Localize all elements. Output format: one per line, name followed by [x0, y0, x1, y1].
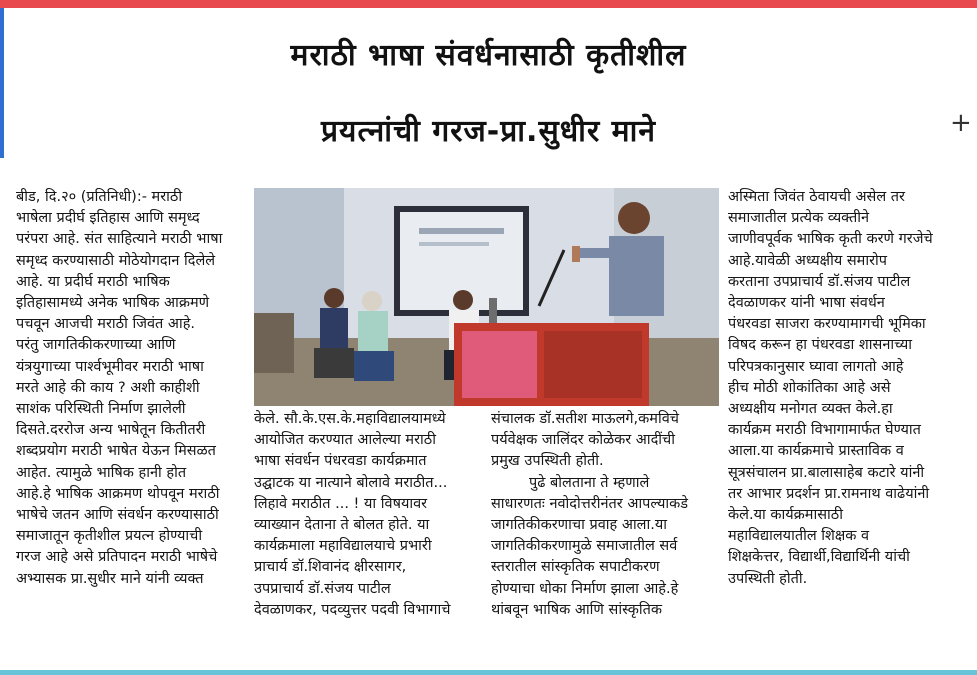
headline-line-2: प्रयत्नांची गरज-प्रा.सुधीर माने	[320, 114, 657, 149]
text-line: आहे. या प्रदीर्घ मराठी भाषिक	[16, 273, 170, 290]
text-line: भाषा संवर्धन पंधरवडा कार्यक्रमात	[254, 453, 427, 470]
text-line: प्रमुख उपस्थिती होती.	[491, 453, 604, 470]
text-line: प्राचार्य डॉ.शिवानंद क्षीरसागर,	[254, 559, 407, 576]
article-column-2	[254, 409, 487, 662]
text-line: देवळाणकर, पदव्युत्तर पदवी विभागाचे	[254, 601, 451, 618]
text-line: पर्यवेक्षक जालिंदर कोळेकर आदींची	[491, 432, 676, 449]
text-line: थांबवून भाषिक आणि सांस्कृतिक	[491, 601, 663, 618]
plus-icon: +	[950, 108, 972, 138]
text-line: महाविद्यालयातील शिक्षक व	[728, 528, 870, 545]
text-line: शब्दप्रयोग मराठी भाषेत येऊन मिसळत	[16, 443, 216, 460]
event-photo-illustration	[254, 188, 719, 406]
text-line: अस्मिता जिवंत ठेवायची असेल तर	[728, 189, 905, 205]
text-line: पंधरवडा साजरा करण्यामागची भूमिका	[728, 316, 926, 333]
text-line: भाषेचे जतन आणि संवर्धन करण्यासाठी	[16, 507, 219, 524]
text-line: दिसते.दररोज अन्य भाषेतून कितीतरी	[16, 422, 206, 439]
article-column-4	[728, 187, 960, 662]
text-line: भाषेला प्रदीर्घ इतिहास आणि समृध्द	[16, 210, 200, 227]
article-column-1	[16, 187, 248, 662]
text-line: परंतु जागतिकीकरणाच्या आणि	[16, 337, 176, 354]
text-line: साधारणतः नवोदोत्तरीनंतर आपल्याकडे	[491, 495, 689, 512]
text-line: जागतिकीकरणामुळे समाजातील सर्व	[491, 538, 678, 555]
text-line: शिक्षकेत्तर, विद्यार्थी,विद्यार्थिनी यांची	[728, 549, 910, 566]
text-line: आहेत. त्यामुळे भाषिक हानी होत	[16, 464, 187, 481]
text-line: सूत्रसंचालन प्रा.बालासाहेब कटारे यांनी	[728, 464, 925, 481]
text-line: पुढे बोलताना ते म्हणाले	[529, 474, 650, 491]
text-line: अध्यक्षीय मनोगत व्यक्त केले.हा	[728, 401, 893, 418]
event-photo	[254, 188, 719, 406]
text-line: परिपत्रकानुसार घ्यावा लागतो आहे	[728, 358, 904, 375]
text-line: व्याख्यान देताना ते बोलत होते. या	[254, 517, 430, 534]
text-line: आहे.यावेळी अध्यक्षीय समारोप	[728, 252, 888, 269]
text-line: इतिहासामध्ये अनेक भाषिक आक्रमणे	[16, 295, 210, 312]
text-line: कार्यक्रम मराठी विभागामार्फत घेण्यात	[728, 422, 921, 439]
text-line: उपस्थिती होती.	[728, 570, 808, 587]
text-line: संचालक डॉ.सतीश माऊलगे,कमविचे	[491, 411, 679, 427]
text-line: तर आभार प्रदर्शन प्रा.रामनाथ वाढेयांनी	[728, 485, 930, 502]
text-line: उपप्राचार्य डॉ.संजय पाटील	[254, 580, 391, 597]
text-line: आला.या कार्यक्रमाचे प्रास्ताविक व	[728, 443, 904, 460]
text-line: हीच मोठी शोकांतिका आहे असे	[728, 379, 891, 396]
text-line: आयोजित करण्यात आलेल्या मराठी	[254, 432, 436, 449]
text-line: मरते आहे की काय ? अशी काहीशी	[16, 379, 200, 396]
text-line: गरज आहे असे प्रतिपादन मराठी भाषेचे	[16, 549, 218, 566]
text-line: पचवून आजची मराठी जिवंत आहे.	[16, 316, 196, 333]
text-line: अभ्यासक प्रा.सुधीर माने यांनी व्यक्त	[16, 570, 204, 587]
text-line: आहे.हे भाषिक आक्रमण थोपवून मराठी	[16, 485, 220, 502]
text-line: देवळाणकर यांनी भाषा संवर्धन	[728, 295, 885, 312]
text-line: लिहावे मराठीत ... ! या विषयावर	[254, 495, 428, 512]
text-line: यंत्रयुगाच्या पार्श्वभूमीवर मराठी भाषा	[16, 358, 204, 375]
text-line: बीड, दि.२० (प्रतिनिधी):- मराठी	[16, 189, 183, 205]
text-line: समाजातील प्रत्येक व्यक्तीने	[728, 210, 870, 227]
text-line: विषद करून हा पंधरवडा शासनाच्या	[728, 337, 913, 354]
text-line: केले.या कार्यक्रमासाठी	[728, 507, 843, 524]
text-line: स्तरातील सांस्कृतिक सपाटीकरण	[491, 559, 660, 576]
bottom-cyan-rule	[0, 670, 977, 675]
text-line: परंपरा आहे. संत साहित्याने मराठी भाषा	[16, 231, 223, 248]
text-line: जाणीवपूर्वक भाषिक कृती करणे गरजेचे	[728, 231, 933, 248]
text-line: करताना उपप्राचार्य डॉ.संजय पाटील	[728, 273, 911, 290]
text-line: समृध्द करण्यासाठी मोठेयोगदान दिलेले	[16, 252, 216, 269]
article-column-3	[491, 409, 718, 662]
text-line: जागतिकीकरणाचा प्रवाह आला.या	[491, 517, 668, 534]
text-line: कार्यक्रमाला महाविद्यालयाचे प्रभारी	[254, 538, 432, 555]
text-line: साशंक परिस्थिती निर्माण झालेली	[16, 401, 186, 418]
headline-line-1: मराठी भाषा संवर्धनासाठी कृतीशील	[290, 38, 687, 73]
text-line: होण्याचा धोका निर्माण झाला आहे.हे	[491, 580, 679, 597]
text-line: समाजातून कृतीशील प्रयत्न होण्याची	[16, 528, 203, 545]
top-red-rule	[0, 0, 977, 8]
text-line: केले. सौ.के.एस.के.महाविद्यालयामध्ये	[254, 411, 446, 427]
text-line: उद्घाटक या नात्याने बोलावे मराठीत...	[254, 474, 448, 491]
